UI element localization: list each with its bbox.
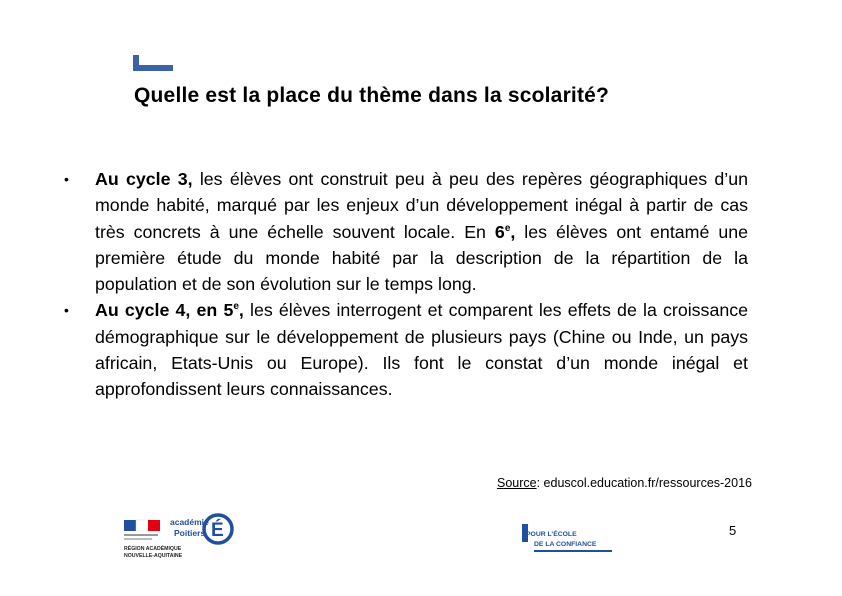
bullet-text-continued: les élèves interrogent et comparent les effets de la croissance démographique sur le développement de plusieurs pays (Chine ou Inde, un pays africain, Etats-Unis ou Europe). Ils font le constat d’un monde inégal et approfondissent leurs connaissances. — [95, 300, 748, 400]
bullet-item-cycle-3 — [64, 166, 748, 297]
bullet-lead: Au cycle 3, — [95, 169, 193, 189]
confiance-line-1: POUR L’ÉCOLE — [526, 531, 577, 538]
poitiers-word: Poitiers — [174, 528, 206, 538]
grade-number: 6 — [494, 221, 505, 242]
grade-superscript: e — [233, 301, 239, 313]
region-line-1: RÉGION ACADÉMIQUE — [124, 546, 182, 552]
grade-number: 5 — [223, 300, 234, 321]
bullet-text-continued: les élèves ont entamé une première étude du monde habité par la description de la répartition de la population et de son évolution sur le temps long. — [95, 221, 748, 295]
bullet-dot: • — [64, 302, 69, 319]
confiance-line-2: DE LA CONFIANCE — [534, 541, 597, 548]
academie-word: académie — [170, 517, 209, 527]
slide-title: Quelle est la place du thème dans la scolarité? — [134, 84, 610, 107]
ecole-confiance-logo — [522, 524, 614, 556]
bullet-dot: • — [64, 171, 69, 187]
e-accent-glyph: É — [211, 520, 224, 541]
grade-superscript: e — [504, 222, 511, 234]
academie-poitiers-logo — [120, 503, 240, 561]
corner-bracket-icon — [133, 55, 173, 71]
source-citation — [497, 476, 752, 490]
grade-comma: , — [510, 221, 516, 242]
region-line-2: NOUVELLE-AQUITAINE — [124, 553, 183, 559]
grade-comma: , — [238, 300, 244, 321]
bullet-text: les élèves ont construit peu à peu des repères géographiques d’un monde habité, marqué par les enjeux d’un développement inégal à partir de cas très concrets à une échelle souvent locale. En — [95, 169, 748, 242]
source-text: : eduscol.education.fr/ressources-2016 — [536, 476, 752, 490]
bullet-lead: Au cycle 4, en — [95, 300, 224, 321]
source-label: Source — [496, 476, 537, 490]
page-number: 5 — [729, 523, 737, 538]
bullet-list — [64, 166, 748, 403]
bullet-item-cycle-4 — [64, 297, 748, 402]
